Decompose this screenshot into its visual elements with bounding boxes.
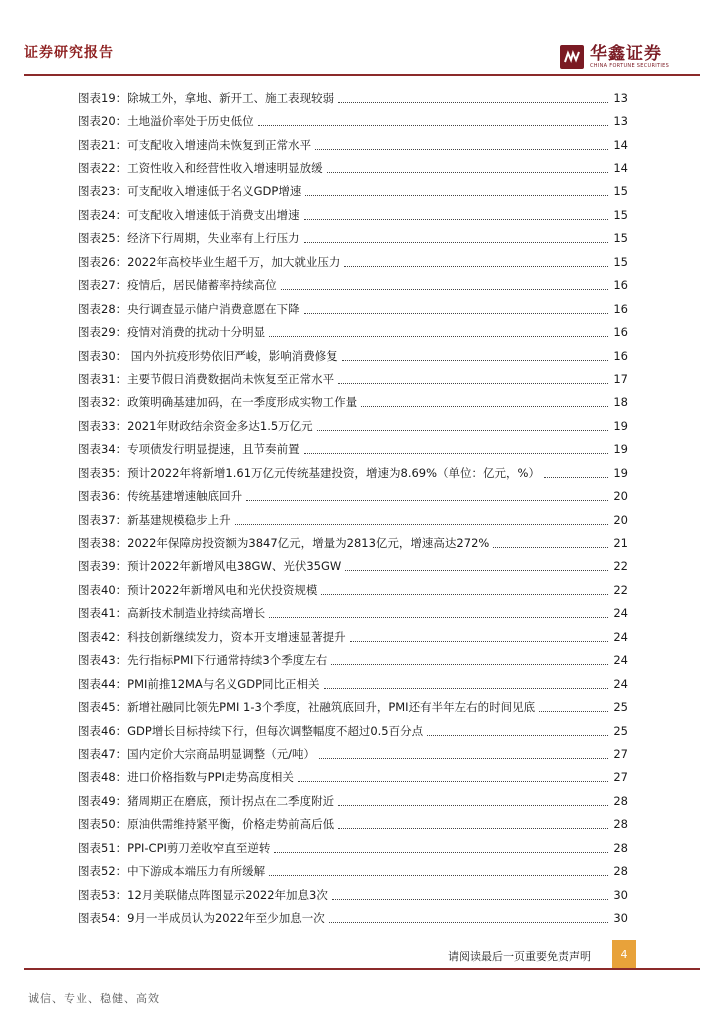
toc-entry[interactable] xyxy=(78,414,628,437)
toc-entry-page: 25 xyxy=(613,700,628,715)
toc-entry[interactable] xyxy=(78,180,628,203)
company-slogan: 诚信、专业、稳健、高效 xyxy=(28,992,160,1005)
toc-entry[interactable] xyxy=(78,133,628,156)
toc-entry-page: 20 xyxy=(613,512,628,527)
toc-entry-label: 图表54：9月一半成员认为2022年至少加息一次 xyxy=(78,911,325,926)
toc-entry-label: 图表27：疫情后，居民储蓄率持续高位 xyxy=(78,278,277,293)
toc-entry[interactable] xyxy=(78,883,628,906)
toc-leader-dots xyxy=(493,546,608,548)
toc-entry-label: 图表22：工资性收入和经营性收入增速明显放缓 xyxy=(78,161,323,176)
toc-entry[interactable] xyxy=(78,649,628,672)
toc-entry[interactable] xyxy=(78,695,628,718)
toc-entry-page: 25 xyxy=(613,723,628,738)
toc-entry-page: 13 xyxy=(613,90,628,105)
toc-entry-page: 27 xyxy=(613,770,628,785)
toc-entry-label: 图表50：原油供需维持紧平衡，价格走势前高后低 xyxy=(78,817,335,832)
toc-leader-dots xyxy=(269,335,608,337)
toc-entry-label: 图表25：经济下行周期，失业率有上行压力 xyxy=(78,231,300,246)
toc-entry-label: 图表23：可支配收入增速低于名义GDP增速 xyxy=(78,184,302,199)
toc-entry[interactable] xyxy=(78,766,628,789)
toc-entry-page: 28 xyxy=(613,840,628,855)
toc-leader-dots xyxy=(274,851,608,853)
toc-entry[interactable] xyxy=(78,625,628,648)
toc-leader-dots xyxy=(361,405,608,407)
toc-leader-dots xyxy=(298,780,608,782)
toc-entry[interactable] xyxy=(78,461,628,484)
toc-leader-dots xyxy=(345,569,608,571)
toc-leader-dots xyxy=(338,101,608,103)
toc-entry-label: 图表39：预计2022年新增风电38GW、光伏35GW xyxy=(78,559,342,574)
toc-entry-label: 图表40：预计2022年新增风电和光伏投资规模 xyxy=(78,582,318,597)
toc-entry[interactable] xyxy=(78,274,628,297)
toc-entry-label: 图表43：先行指标PMI下行通常持续3个季度左右 xyxy=(78,653,328,668)
toc-entry-label: 图表30： 国内外抗疫形势依旧严峻，影响消费修复 xyxy=(78,348,338,363)
toc-entry-label: 图表41：高新技术制造业持续高增长 xyxy=(78,606,266,621)
toc-entry[interactable] xyxy=(78,531,628,554)
toc-entry-label: 图表26：2022年高校毕业生超千万，加大就业压力 xyxy=(78,254,341,269)
toc-leader-dots xyxy=(258,124,608,126)
toc-leader-dots xyxy=(427,734,608,736)
toc-entry[interactable] xyxy=(78,367,628,390)
toc-leader-dots xyxy=(544,476,608,478)
toc-entry-page: 15 xyxy=(613,184,628,199)
toc-entry[interactable] xyxy=(78,508,628,531)
toc-entry-page: 17 xyxy=(613,371,628,386)
toc-entry[interactable] xyxy=(78,438,628,461)
toc-entry[interactable] xyxy=(78,906,628,929)
toc-entry-page: 24 xyxy=(613,676,628,691)
toc-entry-page: 22 xyxy=(613,582,628,597)
toc-entry-label: 图表35：预计2022年将新增1.61万亿元传统基建投资，增速为8.69%（单位：亿元，%） xyxy=(78,465,540,480)
toc-entry[interactable] xyxy=(78,578,628,601)
toc-entry-label: 图表20：土地溢价率处于历史低位 xyxy=(78,114,254,129)
toc-entry[interactable] xyxy=(78,602,628,625)
toc-leader-dots xyxy=(350,640,608,642)
toc-entry-page: 24 xyxy=(613,606,628,621)
toc-entry[interactable] xyxy=(78,297,628,320)
toc-entry-page: 16 xyxy=(613,348,628,363)
toc-entry-page: 18 xyxy=(613,395,628,410)
toc-entry[interactable] xyxy=(78,836,628,859)
toc-entry-page: 22 xyxy=(613,559,628,574)
toc-entry[interactable] xyxy=(78,719,628,742)
toc-entry-label: 图表31：主要节假日消费数据尚未恢复至正常水平 xyxy=(78,371,335,386)
toc-leader-dots xyxy=(329,921,608,923)
toc-leader-dots xyxy=(324,687,608,689)
company-logo xyxy=(560,42,669,72)
toc-entry-label: 图表45：新增社融同比领先PMI 1-3个季度，社融筑底回升，PMI还有半年左右的时间见底 xyxy=(78,700,536,715)
toc-leader-dots xyxy=(304,218,608,220)
toc-entry[interactable] xyxy=(78,789,628,812)
toc-entry[interactable] xyxy=(78,813,628,836)
toc-entry[interactable] xyxy=(78,227,628,250)
toc-entry-page: 15 xyxy=(613,231,628,246)
toc-entry[interactable] xyxy=(78,672,628,695)
toc-entry-label: 图表51：PPI-CPI剪刀差收窄直至逆转 xyxy=(78,840,271,855)
toc-entry-label: 图表36：传统基建增速触底回升 xyxy=(78,489,243,504)
toc-entry-page: 19 xyxy=(613,442,628,457)
toc-leader-dots xyxy=(319,757,608,759)
toc-entry-page: 19 xyxy=(613,465,628,480)
toc-entry[interactable] xyxy=(78,484,628,507)
toc-entry-page: 16 xyxy=(613,278,628,293)
toc-entry-label: 图表33：2021年财政结余资金多达1.5万亿元 xyxy=(78,418,313,433)
toc-entry-page: 28 xyxy=(613,864,628,879)
toc-entry[interactable] xyxy=(78,391,628,414)
toc-entry-label: 图表48：进口价格指数与PPI走势高度相关 xyxy=(78,770,294,785)
toc-entry-label: 图表37：新基建规模稳步上升 xyxy=(78,512,231,527)
toc-entry-label: 图表49：猪周期正在磨底，预计拐点在二季度附近 xyxy=(78,793,335,808)
toc-leader-dots xyxy=(281,288,608,290)
toc-entry-label: 图表21：可支配收入增速尚未恢复到正常水平 xyxy=(78,137,312,152)
page-number: 4 xyxy=(612,940,636,968)
toc-entry-page: 30 xyxy=(613,887,628,902)
toc-leader-dots xyxy=(342,359,608,361)
toc-entry-label: 图表47：国内定价大宗商品明显调整（元/吨） xyxy=(78,746,316,761)
toc-entry-page: 27 xyxy=(613,746,628,761)
toc-leader-dots xyxy=(539,710,608,712)
toc-entry[interactable] xyxy=(78,742,628,765)
toc-entry-label: 图表53：12月美联储点阵图显示2022年加息3次 xyxy=(78,887,328,902)
toc-entry-page: 28 xyxy=(613,817,628,832)
toc-entry-page: 21 xyxy=(613,536,628,551)
toc-entry[interactable] xyxy=(78,555,628,578)
toc-entry-page: 15 xyxy=(613,207,628,222)
toc-entry-label: 图表34：专项债发行明显提速，且节奏前置 xyxy=(78,442,300,457)
toc-entry[interactable] xyxy=(78,203,628,226)
toc-entry-page: 15 xyxy=(613,254,628,269)
toc-leader-dots xyxy=(246,499,608,501)
toc-entry-label: 图表46：GDP增长目标持续下行，但每次调整幅度不超过0.5百分点 xyxy=(78,723,424,738)
toc-entry-page: 24 xyxy=(613,653,628,668)
toc-entry[interactable] xyxy=(78,859,628,882)
toc-leader-dots xyxy=(331,663,608,665)
toc-leader-dots xyxy=(317,429,608,431)
company-logo-icon xyxy=(560,45,584,69)
toc-entry-label: 图表24：可支配收入增速低于消费支出增速 xyxy=(78,207,300,222)
toc-leader-dots xyxy=(332,898,608,900)
toc-entry-page: 24 xyxy=(613,629,628,644)
toc-entry[interactable] xyxy=(78,109,628,132)
toc-entry-page: 16 xyxy=(613,301,628,316)
toc-entry-page: 28 xyxy=(613,793,628,808)
toc-entry[interactable] xyxy=(78,250,628,273)
toc-leader-dots xyxy=(304,312,608,314)
toc-entry-page: 16 xyxy=(613,325,628,340)
toc-entry-page: 20 xyxy=(613,489,628,504)
toc-leader-dots xyxy=(304,241,608,243)
toc-leader-dots xyxy=(269,874,608,876)
toc-entry[interactable] xyxy=(78,344,628,367)
header-divider xyxy=(24,74,700,76)
toc-entry[interactable] xyxy=(78,86,628,109)
toc-leader-dots xyxy=(235,523,608,525)
toc-entry[interactable] xyxy=(78,320,628,343)
toc-entry-label: 图表32：政策明确基建加码，在一季度形成实物工作量 xyxy=(78,395,358,410)
toc-entry-page: 30 xyxy=(613,911,628,926)
company-logo-name: 华鑫证券 xyxy=(590,43,662,64)
disclaimer-note: 请阅读最后一页重要免责声明 xyxy=(448,950,591,963)
toc-entry-page: 14 xyxy=(613,161,628,176)
toc-leader-dots xyxy=(344,265,608,267)
company-logo-english: CHINA FORTUNE SECURITIES xyxy=(590,62,670,69)
toc-leader-dots xyxy=(321,593,608,595)
toc-leader-dots xyxy=(338,827,608,829)
toc-leader-dots xyxy=(304,452,608,454)
toc-leader-dots xyxy=(305,194,608,196)
toc-leader-dots xyxy=(338,382,608,384)
figure-index-list xyxy=(78,86,628,930)
toc-entry-label: 图表52：中下游成本端压力有所缓解 xyxy=(78,864,266,879)
report-type-title: 证券研究报告 xyxy=(24,45,114,61)
toc-leader-dots xyxy=(327,171,608,173)
toc-leader-dots xyxy=(315,148,608,150)
toc-entry-label: 图表38：2022年保障房投资额为3847亿元，增量为2813亿元，增速高达272% xyxy=(78,536,490,551)
toc-leader-dots xyxy=(269,616,608,618)
toc-entry-label: 图表28：央行调查显示储户消费意愿在下降 xyxy=(78,301,300,316)
toc-entry-page: 13 xyxy=(613,114,628,129)
toc-entry-label: 图表42：科技创新继续发力，资本开支增速显著提升 xyxy=(78,629,346,644)
toc-leader-dots xyxy=(338,804,608,806)
toc-entry-page: 14 xyxy=(613,137,628,152)
footer-divider xyxy=(24,968,700,970)
toc-entry-page: 19 xyxy=(613,418,628,433)
toc-entry-label: 图表19：除城工外，拿地、新开工、施工表现较弱 xyxy=(78,90,335,105)
toc-entry-label: 图表29：疫情对消费的扰动十分明显 xyxy=(78,325,266,340)
toc-entry-label: 图表44：PMI前推12MA与名义GDP同比正相关 xyxy=(78,676,320,691)
toc-entry[interactable] xyxy=(78,156,628,179)
